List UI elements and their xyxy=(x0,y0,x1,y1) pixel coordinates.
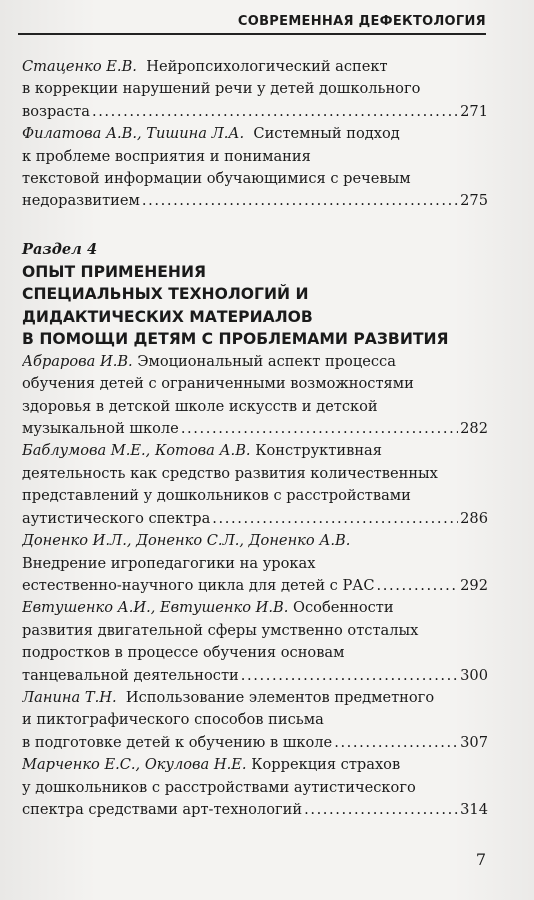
section-title xyxy=(22,261,488,351)
entry-title-line: Эмоциональный аспект процесса xyxy=(137,352,396,370)
entry-title-line: деятельность как средство развития количественных xyxy=(22,464,438,482)
dot-leader xyxy=(92,101,458,123)
entry-title-line: недоразвитием xyxy=(22,192,140,210)
entry-title-line: развития двигательной сферы умственно отсталых xyxy=(22,621,419,639)
section-title-line: ДИДАКТИЧЕСКИХ МАТЕРИАЛОВ xyxy=(22,307,313,326)
entry-title-line: аутистического спектра xyxy=(22,509,211,527)
toc-entry xyxy=(22,754,488,821)
running-head: СОВРЕМЕННАЯ ДЕФЕКТОЛОГИЯ xyxy=(18,14,486,35)
toc-entry xyxy=(22,597,488,687)
entry-page: 282 xyxy=(460,420,488,438)
dot-leader xyxy=(241,665,458,687)
entry-title-line: в подготовке детей к обучению в школе xyxy=(22,733,333,751)
entry-title-line: танцевальной деятельности xyxy=(22,666,239,684)
entry-title-line: возраста xyxy=(22,102,90,120)
toc-entry xyxy=(22,687,488,754)
entry-title-line: представлений у дошкольников с расстройствами xyxy=(22,487,411,505)
entry-author: Филатова А.В., Тишина Л.А. xyxy=(22,125,245,143)
entry-title-line: подростков в процессе обучения основам xyxy=(22,644,345,662)
toc-entry xyxy=(22,56,488,123)
dot-leader xyxy=(334,732,458,754)
entry-author: Баблумова М.Е., Котова А.В. xyxy=(22,442,251,460)
entry-page: 307 xyxy=(460,733,488,751)
entry-page: 300 xyxy=(460,666,488,684)
page-number: 7 xyxy=(475,850,486,869)
entry-title-line: естественно-научного цикла для детей с РАС xyxy=(22,576,375,594)
entry-title-line: в коррекции нарушений речи у детей дошкольного xyxy=(22,80,421,98)
entry-title-line: к проблеме восприятия и понимания xyxy=(22,147,311,165)
entry-title-line: Коррекция страхов xyxy=(251,756,401,774)
entry-title-line: Системный подход xyxy=(253,125,400,143)
entry-page: 314 xyxy=(460,800,488,818)
entry-author: Абрарова И.В. xyxy=(22,352,133,370)
entry-title-line: спектра средствами арт-технологий xyxy=(22,800,303,818)
entry-title-line: Особенности xyxy=(293,599,394,617)
toc-content xyxy=(22,56,488,821)
entry-title-line: у дошкольников с расстройствами аутистического xyxy=(22,778,416,796)
toc-entry xyxy=(22,123,488,213)
entry-title-line: Конструктивная xyxy=(255,442,382,460)
section-title-line: СПЕЦИАЛЬНЫХ ТЕХНОЛОГИЙ И xyxy=(22,285,309,304)
entry-title-line: обучения детей с ограниченными возможностями xyxy=(22,375,414,393)
entry-title-line: музыкальной школе xyxy=(22,420,179,438)
entry-title-line: и пиктографического способов письма xyxy=(22,711,324,729)
entry-author: Ланина Т.Н. xyxy=(22,688,117,706)
toc-entry xyxy=(22,440,488,530)
entry-title-line: Внедрение игропедагогики на уроках xyxy=(22,554,316,572)
dot-leader xyxy=(212,508,458,530)
entry-title-line: текстовой информации обучающимися с речевым xyxy=(22,170,411,188)
dot-leader xyxy=(142,190,458,212)
entry-author: Стаценко Е.В. xyxy=(22,58,137,75)
entry-author: Доненко И.Л., Доненко С.Л., Доненко А.В. xyxy=(22,532,351,550)
section-title-line: В ПОМОЩИ ДЕТЯМ С ПРОБЛЕМАМИ РАЗВИТИЯ xyxy=(22,330,449,349)
entry-page: 286 xyxy=(460,509,488,527)
entry-page: 292 xyxy=(460,576,488,594)
entry-title-line: Нейропсихологический аспект xyxy=(146,58,388,75)
dot-leader xyxy=(181,418,458,440)
toc-entry xyxy=(22,530,488,597)
toc-entry xyxy=(22,351,488,441)
entry-page: 275 xyxy=(460,192,488,210)
entry-page: 271 xyxy=(460,102,488,120)
section-label: Раздел 4 xyxy=(22,240,98,258)
dot-leader xyxy=(304,799,458,821)
entry-author: Марченко Е.С., Окулова Н.Е. xyxy=(22,756,247,774)
entry-title-line: Использование элементов предметного xyxy=(125,688,435,706)
section-title-line: ОПЫТ ПРИМЕНЕНИЯ xyxy=(22,262,207,281)
dot-leader xyxy=(377,575,459,597)
entry-title-line: здоровья в детской школе искусств и детской xyxy=(22,397,378,415)
entry-author: Евтушенко А.И., Евтушенко И.В. xyxy=(22,599,289,617)
